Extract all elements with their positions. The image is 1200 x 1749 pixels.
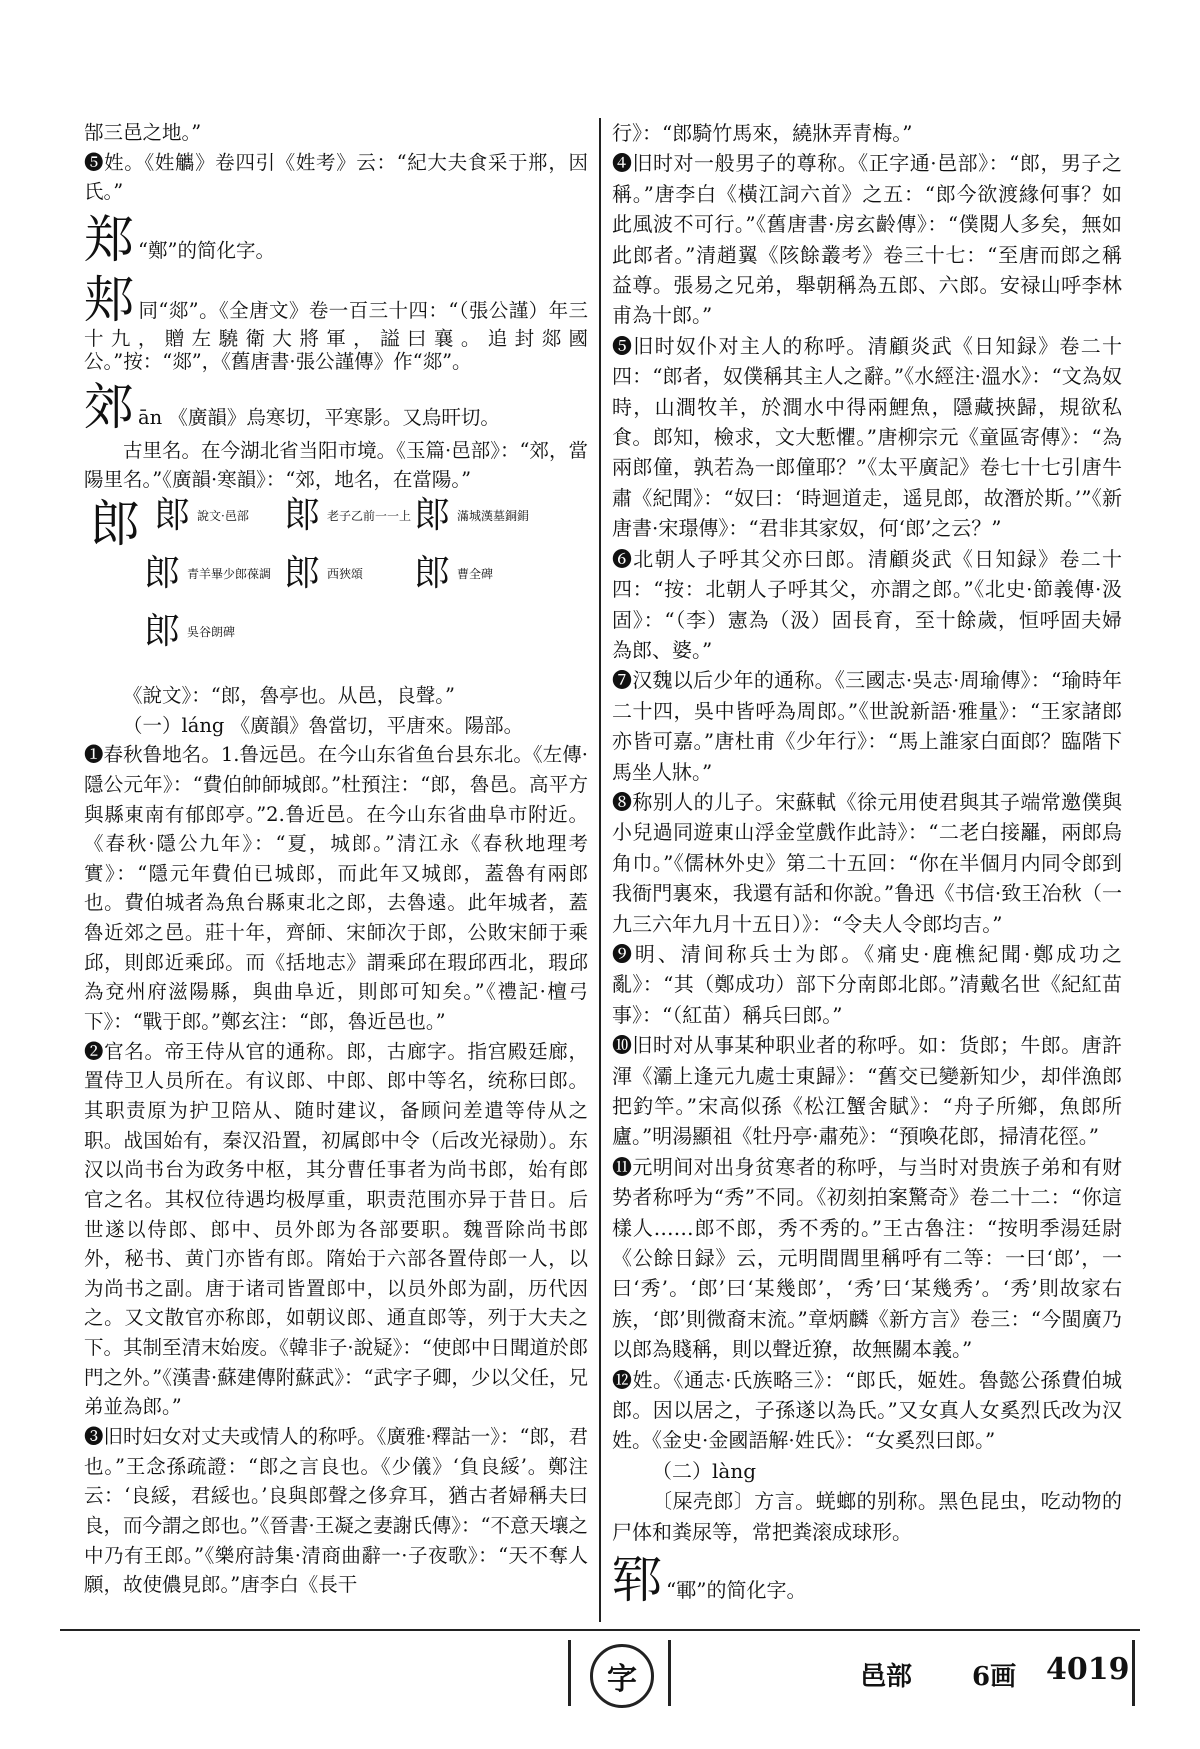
sense-11: ⓫元明间对出身贫寒者的称呼，与当时对贵族子弟和有财势者称呼为“秀”不同。《初刻拍案驚奇》卷二十二：“你這樣人……郎不郎，秀不秀的。”王古魯注：“按明季湯廷尉《公餘日録》云，元明間閭里稱呼有二等：一曰‘郎’，一曰‘秀’。‘郎’曰‘某幾郎’，‘秀’曰‘某幾秀’。‘秀’則故家右族，‘郎’則微裔末流。”章炳麟《新方言》卷三：“今閩廣乃以郎為賤稱，則以聲近獠，故無關本義。” (612, 1154, 1122, 1362)
entry-continuation: 郜三邑之地。” (84, 121, 202, 144)
glyph-form (414, 494, 553, 536)
seal-glyph: 郞 (154, 494, 190, 536)
entry-an (84, 377, 588, 436)
sense-3-continuation: 行》：“郎騎竹馬來，繞牀弄青梅。” (612, 121, 913, 145)
right-column (612, 118, 1122, 1609)
glyph-source: 西狹頌 (327, 566, 364, 581)
entry-jia (84, 270, 588, 374)
entry-zheng (84, 210, 588, 269)
glyph-source: 老子乙前一一上 (327, 508, 412, 523)
headword-zheng: 郑 (84, 210, 134, 269)
headword-lang: 郎 (90, 494, 140, 553)
footer-divider (668, 1640, 671, 1706)
glyph-source: 滿城漢墓銅鋗 (457, 508, 530, 523)
sense-1: ❶春秋鲁地名。1.鲁远邑。在今山东省鱼台县东北。《左傳·隱公元年》：“費伯帥師城郎。”杜預注：“郎，魯邑。高平方與縣東南有郁郎亭。”2.鲁近邑。在今山东省曲阜市附近。《春秋·隱公九年》：“夏，城郎。”清江永《春秋地理考實》：“隱元年費伯已城郎，而此年又城郎，蓋魯有兩郎也。費伯城者為魚台縣東北之郎，去魯遠。此年城者，蓋魯近郊之邑。莊十年，齊師、宋師次于郎，公敗宋師于乘邱，則郎近乘邱。而《括地志》謂乘邱在瑕邱西北，瑕邱為兗州府滋陽縣，與曲阜近，則郎可知矣。”《禮記·檀弓下》：“戰于郎。”鄭玄注：“郎，魯近邑也。” (84, 743, 588, 1034)
glyph-form (144, 610, 283, 652)
glyph-source: 吳谷朗碑 (187, 624, 236, 639)
footer-divider (568, 1640, 571, 1706)
seal-glyph: 郎 (144, 610, 180, 652)
sense-9: ❾明、清间称兵士为郎。《痛史·鹿樵紀聞·鄭成功之亂》：“其（鄭成功）部下分南郎北郎。”清戴名世《紀紅苗事》：“（紅苗）稱兵曰郎。” (612, 941, 1122, 1027)
radical-section: 邑部 (860, 1662, 913, 1692)
sense-10: ❿旧时对从事某种职业者的称呼。如：货郎；牛郎。唐許渾《灞上逢元九處士東歸》：“舊交已變新知少，却伴漁郎把釣竿。”宋高似孫《松江蟹舍賦》：“舟子所鄉，魚郎所廬。”明湯顯祖《牡丹亭·肅苑》：“預喚花郎，掃清花徑。” (612, 1033, 1122, 1149)
sense-8: ❽称别人的儿子。宋蘇軾《徐元用使君與其子端常邀僕與小兒過同遊東山浮金堂戲作此詩》：“二老白接䍦，兩郎烏角巾。”《儒林外史》第二十五回：“你在半個月内同令郎到我衙門裏來，我還有話和你說。”鲁迅《书信·致王冶秋（一九三六年九月十五日）》：“令夫人令郎均吉。” (612, 789, 1122, 936)
seal-glyph: 郎 (284, 552, 320, 594)
sense-shikelang: 〔屎壳郎〕方言。蜣螂的别称。黑色昆虫，吃动物的尸体和粪尿等，常把粪滚成球形。 (612, 1489, 1122, 1544)
headword-yun: 郓 (612, 1551, 662, 1610)
sense-6: ❻北朝人子呼其父亦曰郎。清顧炎武《日知録》卷二十四：“按：北朝人子呼其父，亦謂之郎。”《北史·節義傳·汲固》：“（李）憲為（汲）固長育，至十餘歲，恒呼固夫婦為郎、婆。” (612, 546, 1122, 662)
pronunciation-lang-2: （二）làng (652, 1458, 757, 1483)
column-divider (599, 118, 601, 1622)
glyph-form (144, 552, 283, 594)
definition-zheng: “鄭”的简化字。 (138, 238, 275, 262)
sense-12: ⓬姓。《通志·氏族略三》：“郎氏，姬姓。魯懿公孫費伯城郎。因以居之，子孫遂以為氏。”又女真人女奚烈氏改为汉姓。《金史·金國語解·姓氏》：“女奚烈曰郎。” (612, 1367, 1122, 1453)
stroke-count: 6画 (972, 1662, 1017, 1692)
glyph-form (154, 494, 293, 536)
glyph-form (414, 552, 553, 594)
footer-divider (1132, 1640, 1135, 1706)
sense-3: ❸旧时妇女对丈夫或情人的称呼。《廣雅·釋詁一》：“郎，君也。”王念孫疏證：“郎之言良也。《少儀》‘負良綏’。鄭注云：‘良綏，君綏也。’良與郎聲之侈弇耳，猶古者婦稱夫曰良，而今謂之郎也。”《晉書·王凝之妻謝氏傳》：“不意天壤之中乃有王郎。”《樂府詩集·清商曲辭一·子夜歌》：“天不奪人願，故使儂見郎。”唐李白《長干 (84, 1425, 588, 1597)
seal-glyph: 郞 (414, 494, 450, 536)
shuowen-citation: 《說文》：“郎，魯亭也。从邑，良聲。” (123, 683, 455, 707)
left-column (84, 118, 588, 1600)
definition-yun: “鄆”的简化字。 (666, 1578, 807, 1603)
publisher-seal-icon: 字 (590, 1644, 654, 1708)
bottom-rule (60, 1629, 1140, 1631)
seal-glyph: 郞 (284, 494, 320, 536)
sense-7: ❼汉魏以后少年的通称。《三國志·吳志·周瑜傳》：“瑜時年二十四，吳中皆呼為周郎。”《世說新語·雅量》：“王家諸郎亦皆可嘉。”唐杜甫《少年行》：“馬上誰家白面郎？臨階下馬坐人牀。” (612, 668, 1122, 784)
glyph-form (284, 552, 423, 594)
pronunciation-an: ān 《廣韻》烏寒切，平寒影。又烏旰切。 (138, 405, 500, 429)
entry-yun (612, 1551, 1122, 1610)
definition-jia: 同“郯”。《全唐文》卷一百三十四：“（張公謹）年三十九，贈左驍衛大將軍，謚曰襄。追封郯國公。”按：“郯”，《舊唐書·張公謹傳》作“郯”。 (84, 298, 588, 374)
headword-an: 郊 (84, 377, 134, 436)
definition-an: 古里名。在今湖北省当阳市境。《玉篇·邑部》：“郊，當陽里名。”《廣韻·寒韻》：“郊，地名，在當陽。” (84, 438, 588, 492)
seal-glyph: 郎 (144, 552, 180, 594)
page-footer (0, 1640, 1200, 1710)
pronunciation-lang-1: （一）láng 《廣韻》魯當切，平唐來。陽部。 (123, 713, 524, 737)
glyph-source: 青羊畢少郎葆調 (187, 566, 272, 581)
glyph-source: 曹全碑 (457, 566, 494, 581)
glyph-form (284, 494, 423, 536)
sense-4: ❹旧时对一般男子的尊称。《正字通·邑部》：“郎，男子之稱。”唐李白《橫江詞六首》之五：“郎今欲渡緣何事？如此風波不可行。”《舊唐書·房玄齡傳》：“僕閱人多矣，無如此郎者。”清趙翼《陔餘叢考》卷三十七：“至唐而郎之稱益尊。張易之兄弟，舉朝稱為五郎、六郎。安禄山呼李林甫為十郎。” (612, 151, 1122, 328)
sense-5-surname: ❺姓。《姓觿》卷四引《姓考》云：“紀大夫食采于郱，因氏。” (84, 150, 588, 204)
page-number: 4019 (1046, 1652, 1130, 1687)
seal-glyph: 郎 (414, 552, 450, 594)
glyph-forms-lang (84, 494, 588, 675)
headword-jia: 郏 (84, 270, 135, 329)
sense-5: ❺旧时奴仆对主人的称呼。清顧炎武《日知録》卷二十四：“郎者，奴僕稱其主人之辭。”《水經注·溫水》：“文為奴時，山澗牧羊，於澗水中得兩鯉魚，隱藏挾歸，規欲私食。郎知，檢求，文大慙懼。”唐柳宗元《童區寄傳》：“為兩郎僮，孰若為一郎僮耶？”《太平廣記》卷七十七引唐牛肅《紀聞》：“奴曰：‘時迴道走，遥見郎，故潛於斯。’”《新唐書·宋璟傳》：“君非其家奴，何‘郎’之云？” (612, 333, 1122, 541)
sense-2: ❷官名。帝王侍从官的通称。郎，古廊字。指宫殿廷廊，置侍卫人员所在。有议郎、中郎、郎中等名，统称曰郎。其职责原为护卫陪从、随时建议，备顾问差遣等侍从之职。战国始有，秦汉沿置，初属郎中令（后改光禄勋）。东汉以尚书台为政务中枢，其分曹任事者为尚书郎，始有郎官之名。其权位待遇均极厚重，职责范围亦异于昔日。后世遂以侍郎、郎中、员外郎为各部要职。魏晋除尚书郎外，秘书、黄门亦皆有郎。隋始于六部各置侍郎一人，以为尚书之副。唐于诸司皆置郎中，以员外郎为副，历代因之。又文散官亦称郎，如朝议郎、通直郎等，列于大夫之下。其制至清末始废。《韓非子·說疑》：“使郎中日聞道於郎門之外。”《漢書·蘇建傳附蘇武》：“武字子卿，少以父任，兄弟並為郎。” (84, 1039, 588, 1419)
glyph-source: 說文·邑部 (197, 508, 249, 523)
